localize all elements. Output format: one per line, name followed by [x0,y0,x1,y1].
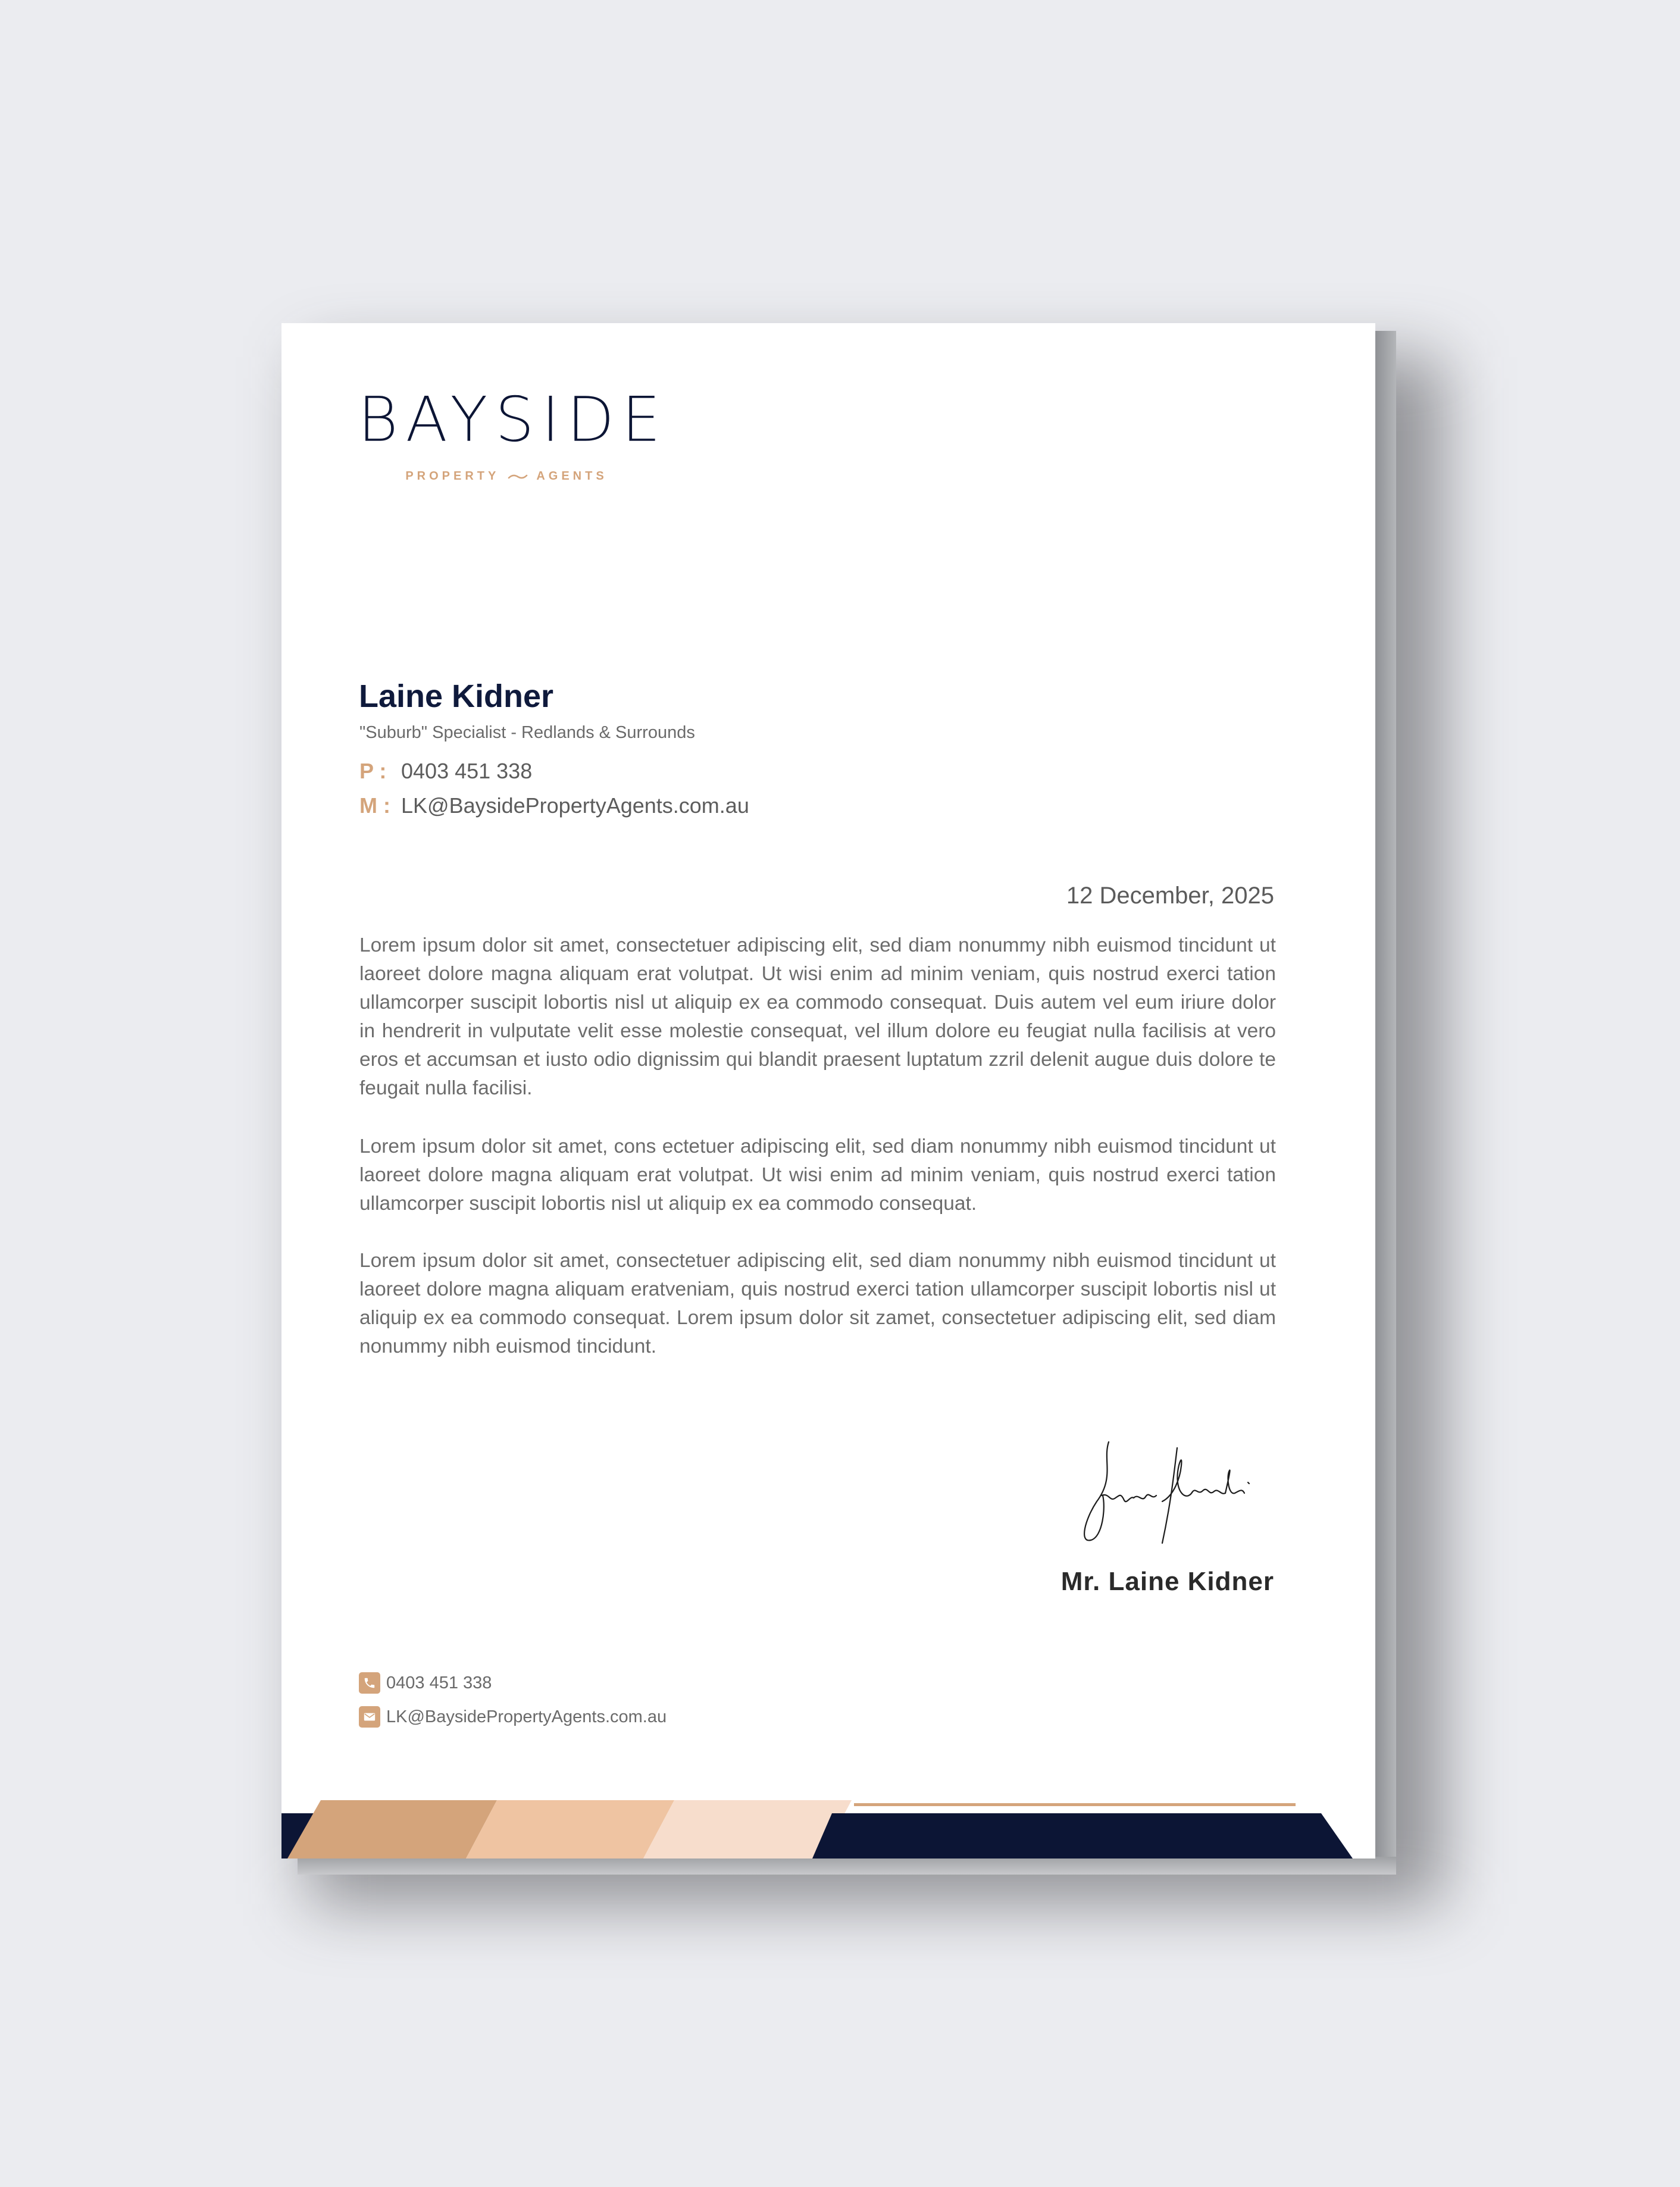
footer-tan-stripe [287,1800,497,1859]
wave-icon [508,473,528,480]
footer-navy-right-shape [812,1813,1353,1859]
sender-email: LK@BaysidePropertyAgents.com.au [401,793,749,818]
handwritten-signature [1073,1436,1263,1549]
footer-email: LK@BaysidePropertyAgents.com.au [386,1707,667,1726]
envelope-icon [359,1706,380,1728]
body-paragraph-2: Lorem ipsum dolor sit amet, cons ectetuer adipiscing elit, sed diam nonummy nibh euismod tincidunt ut laoreet dolore magna aliquam erat volutpat. Ut wisi enim ad minim veniam, quis nostrud exerci tation ullamcorper suscipit lobortis nisl ut aliquip ex ea commodo consequat. [359,1135,1276,1215]
sender-title: "Suburb" Specialist - Redlands & Surrounds [359,723,695,742]
footer-gold-rule [854,1803,1296,1806]
phone-key-label: P : [359,759,387,783]
page-stack-edge-bottom [298,1857,1396,1875]
logo-tagline [358,470,649,483]
letterhead-page [281,323,1375,1859]
sender-name: Laine Kidner [359,678,554,714]
footer-color-band [281,1793,1375,1859]
footer-email-row [359,1706,667,1728]
mail-key-label: M : [359,793,390,818]
footer-phone: 0403 451 338 [386,1673,492,1692]
logo-tagline-left: PROPERTY [405,470,500,483]
bayside-logo [358,383,668,483]
sender-email-row [359,793,749,818]
logo-tagline-right: AGENTS [536,470,608,483]
phone-icon [359,1672,380,1694]
body-paragraph-3: Lorem ipsum dolor sit amet, consectetuer adipiscing elit, sed diam nonummy nibh euismod tincidunt ut laoreet dolore magna aliquam eratveniam, quis nostrud exerci tation ullamcorper suscipit lobortis nisl ut aliquip ex ea commodo consequat. Lorem ipsum dolor sit zamet, consectetuer adipiscing elit, sed diam nonummy nibh euismod tincidunt. [359,1250,1276,1357]
page-stack-edge [1375,331,1396,1860]
footer-phone-row [359,1672,492,1694]
footer-peach-stripe [466,1800,674,1859]
body-paragraph-1: Lorem ipsum dolor sit amet, consectetuer adipiscing elit, sed diam nonummy nibh euismod tincidunt ut laoreet dolore magna aliquam erat volutpat. Ut wisi enim ad minim veniam, quis nostrud exerci tation ullamcorper suscipit lobortis nisl ut aliquip ex ea commodo consequat. Duis autem vel eum iriure dolor in hendrerit in vulputate velit esse molestie consequat, vel illum dolore eu feugiat nulla facilisis at vero eros et accumsan et iusto odio dignissim qui blandit praesent luptatum zzril delenit augue duis dolore te feugait nulla facilisi. [359,934,1276,1099]
sender-phone: 0403 451 338 [401,759,533,783]
letter-date: 12 December, 2025 [1066,883,1274,909]
logo-wordmark: BAYSIDE [358,383,668,456]
sender-phone-row [359,759,532,784]
signer-name: Mr. Laine Kidner [1060,1567,1274,1596]
